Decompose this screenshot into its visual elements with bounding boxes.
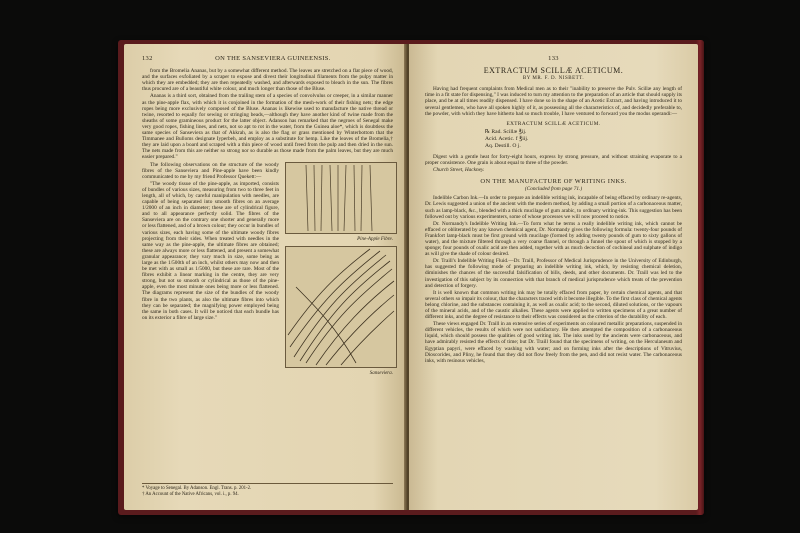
right-page xyxy=(409,44,698,510)
page-number-right: 133 xyxy=(548,55,559,62)
footnotes xyxy=(142,483,393,498)
recipe-line: Acid. Acetic. f ℥iij. xyxy=(485,135,529,142)
signature: Church Street, Hackney. xyxy=(433,167,485,174)
recipe xyxy=(485,129,682,150)
recipe-line: Aq. Destill. O j. xyxy=(485,142,521,149)
figure-caption: Pine-Apple Fibre. xyxy=(357,236,393,242)
paragraph: Dr. Traill's Indelible Writing Fluid.—Dr. Traill, Professor of Medical Jurisprudence in the University of Edinburgh, has suggested the following mode of preparing an indelible writing ink, which, by resisting chemical deletion, diminishes the chances of the successful falsification of bills, deeds, and other documents. Dr. Traill was led to the investigation of this subject by its connection with that branch of medical jurisprudence which treats of the prevention and detection of forgery. xyxy=(425,258,682,289)
left-running-head xyxy=(142,56,393,62)
fibre-figure xyxy=(285,162,395,380)
paragraph: It is well known that common writing ink may be totally effaced from paper, by certain chemical agents, and that several others so impair its colour, that the characters traced with it become illegible. To the first class of chemical agents belong chlorine, and the substances containing it, as well as oxalic acid; to the second, diluted solutions, or the vapours of the mineral acids, and of the caustic alkalies. These agents were applied to written specimens of a great number of different inks, and the degree of resistance to their effects was considered as the criterion of the durability of each. xyxy=(425,289,682,321)
right-running-head xyxy=(425,56,682,62)
paragraph: Digest with a gentle heat for forty-eight hours, express by strong pressure, and without straining evaporate to a proper consistence. One grain is about equal to three of the powder. xyxy=(425,153,682,166)
sanseviera-fibre-illustration xyxy=(285,246,397,368)
paragraph: from the Bromelia Ananas, but by a somewhat different method. The leaves are stretched on a flat piece of wood, and the surfaces exfoliated by a scraper to expose and divest their longitudinal filaments from the pulpy matter in which they are embedded; they are then repeatedly washed, and afterwards exposed to bleach in the sun. The fibres thus procured are of a beautiful white colour, and much longer than those of the Bluse. xyxy=(142,68,393,93)
left-page xyxy=(124,44,407,510)
open-book xyxy=(118,40,704,515)
paragraph: The following observations on the structure of the woody fibres of the Sanseviera and Pine-apple have been kindly communicated to me by my friend Professor Quekett:— xyxy=(142,161,279,180)
paragraph: These views engaged Dr. Traill in an extensive series of experiments on coloured metallic preparations, suspended in different vehicles, the results of which were not satisfactory. He then attempted the composition of a carbonaceous liquid, which should possess the qualities of good writing ink. The inks used by the ancients were carbonaceous, and have admirably resisted the effects of time; but Dr. Traill found that the specimens of writing, on the Herculaneum and Egyptian papyri, were effaced by washing with water; and on forming inks after the descriptions of Vitruvius, Dioscorides, and Pliny, he found that they did not flow freely from the pen, and did not resist water. The carbonaceous inks, with resinous vehicles, xyxy=(425,321,682,364)
article-byline: BY MR. F. D. NISBETT. xyxy=(522,76,585,82)
paragraph: Ananas is a third sort, obtained from the trailing stem of a species of convolvulus or creeper, in a similar manner as the pine-apple flax, with which it is conjoined in the formation of the mesh-work of their fishing nets; the edge ropes being more exclusively composed of the Bluse. Ananas is likewise used to manufacture the native thread or twine, resorted to equally for sewing or stringing beads,—although they have another kind of twine made from the sheaths of some gramineous product for the latter object. Adanson has remarked that the negroes of Senegal make very good ropes, fishing lines, and nets, not so apt to rot in the water, from the Guinea aloe*, which is doubtless the same species of Sanseviera as that of Akkrah, as is also the flag or grass mentioned by Winterbottom that the Timmanee and Bulloms designate Iyperbeh, and employ as a substitute for hemp. Like the leaves of the Bromelia,† they are laid upon a board and scraped with a thin piece of wood until freed from the pulp and then dried in the sun. The nets made from this are neither so strong nor so durable as those made from the palm leaves, but they are much easier prepared." xyxy=(142,93,393,161)
paragraph: Dr. Normandy's Indelible Writing Ink.—To form what he terms a really indelible writing ink, which cannot be effaced or obliterated by any known chemical agent, Dr. Normandy gives the following formula: twenty-four pounds of Frankfort lamp-black must be first ground with mucilage (formed by adding twenty pounds of gum to sixty gallons of water), and the mixture filtered through a very coarse flannel, or through a funnel the spout of which is stopped by a sponge; four pounds of oxalic acid are then added, together with as much decoction of cochineal and sulphate of indigo as will give the shade of colour desired. xyxy=(425,220,682,258)
section-continuation: (Concluded from page 71.) xyxy=(524,186,583,193)
page-number-left: 132 xyxy=(142,55,153,62)
figure-caption: Sanseviera. xyxy=(369,370,393,376)
recipe-title: EXTRACTUM SCILLÆ ACETICUM. xyxy=(506,120,601,127)
recipe-line: ℞ Rad. Scillæ ℥ij. xyxy=(485,128,527,135)
article-title: EXTRACTUM SCILLÆ ACETICUM. xyxy=(483,66,624,76)
section-title: ON THE MANUFACTURE OF WRITING INKS. xyxy=(480,178,627,186)
pine-apple-fibre-illustration xyxy=(285,162,397,234)
running-head-title: ON THE SANSEVIERA GUINEENSIS. xyxy=(215,55,331,62)
footnote: * Voyage to Senegal. By Adanson. Engl. Trans. p. 201-2. xyxy=(142,486,252,491)
paragraph: Having had frequent complaints from Medical men as to their "inability to preserve the Pulv. Scillæ any length of time in a fit state for dispensing," I was induced to turn my attention to the preparation of an article that should supply its place, and be at all times readily dispensed. I have done so in the shape of an Acetic Extract, and having introduced it to several gentlemen, who have all spoken highly of it, as possessing all the characteristics of, and decidedly preferable to, the powder, with which they have hitherto had so much trouble, I have ventured to forward you the modus operandi:— xyxy=(425,86,682,117)
footnote: † An Account of the Native Africans, vol. i., p. 94. xyxy=(142,492,239,497)
paragraph: "The woody tissue of the pine-apple, as imported, consists of bundles of various sizes, measuring from two to three feet in length, all of which, by careful manipulation with needles, are capable of being separated into smooth fibres on an average 1/2000 of an inch in diameter; these are of cylindrical figure, and to all appearance perfectly solid. The fibres of the Sanseviera are on the contrary one shorter and generally more or less flattened, and of a brown colour; they occur in bundles of various sizes, each having some of the ultimate woody fibres projecting from their sides. When treated with needles in the same way as the pine-apple, the ultimate fibres are obtained; these are always more or less flattened, and present a somewhat granular appearance; they vary much in size, some being as large as the 1/500th of an inch, whilst others may now and then be met with as small as 1/5000, but these are rare. Most of the fibres exhibit a linear marking in the centre, they are very strong, but not so smooth or cylindrical as those of the pine-apple, even the most minute ones being more or less flattened. The diagrams represent the size of the bundles of the woody fibre in the two plants, as also the ultimate fibres into which they can be separated; the magnifying power employed being the same in both cases. It will be noticed that each bundle has on its exterior a fibre of large size." xyxy=(142,180,279,321)
paragraph: Indelible Carbon Ink.—In order to prepare an indelible writing ink, incapable of being effaced by ordinary re-agents, Dr. Lewis suggested a union of the ancient with the modern method, by adding a small portion of a carbonaceous matter, such as lamp-black, &c., blended with a thick mucilage of gum arabic, to ordinary writing-ink. This suggestion has been followed out by various experimenters, some of whose processes we will now proceed to notice. xyxy=(425,195,682,220)
